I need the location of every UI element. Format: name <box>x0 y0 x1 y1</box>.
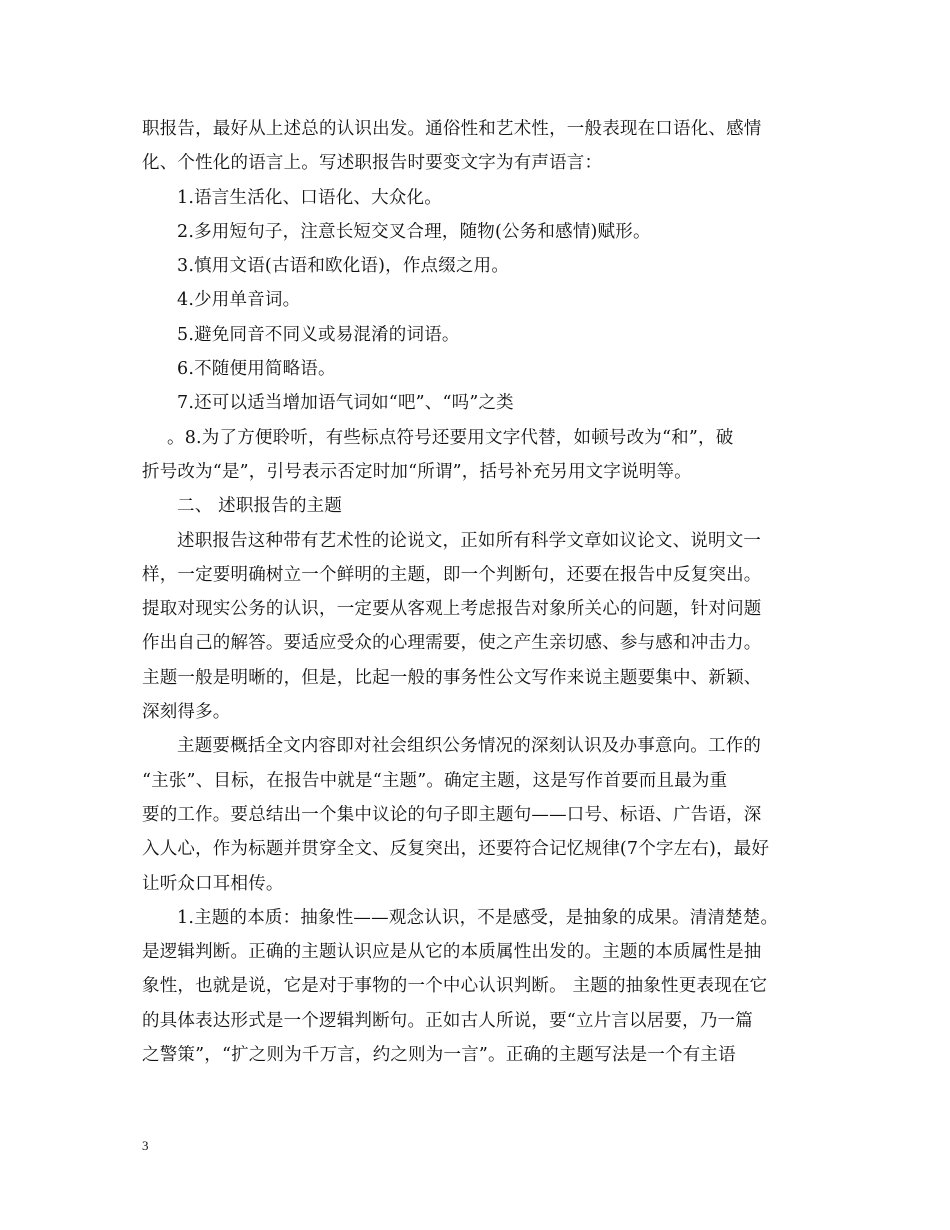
text-line: 入人心，作为标题并贯穿全文、反复突出，还要符合记忆规律(7个字左右)，最好 <box>142 839 770 860</box>
list-item: 3.慎用文语(古语和欧化语)，作点缀之用。 <box>177 256 510 277</box>
text-line: 要的工作。要总结出一个集中议论的句子即主题句——口号、标语、广告语，深 <box>142 804 762 825</box>
text-line: 主题一般是明晰的，但是，比起一般的事务性公文写作来说主题要集中、新颖、 <box>142 667 762 688</box>
text-line: 深刻得多。 <box>142 702 231 723</box>
page-number: 3 <box>142 1138 149 1153</box>
text-line: 职报告，最好从上述总的认识出发。通俗性和艺术性，一般表现在口语化、感情 <box>142 119 762 139</box>
list-item: 6.不随便用简略语。 <box>177 359 336 380</box>
list-item: 2.多用短句子，注意长短交叉合理，随物(公务和感情)赋形。 <box>177 221 651 242</box>
text-line: “主张”、目标，在报告中就是“主题”。确定主题，这是写作首要而且最为重 <box>142 770 728 791</box>
list-item: 4.少用单音词。 <box>177 290 301 311</box>
text-line: 样，一定要明确树立一个鲜明的主题，即一个判断句，还要在报告中反复突出。 <box>142 564 762 585</box>
text-line: 提取对现实公务的认识，一定要从客观上考虑报告对象所关心的问题，针对问题 <box>142 599 762 620</box>
paragraph-start: 主题要概括全文内容即对社会组织公务情况的深刻认识及办事意向。工作的 <box>177 736 762 757</box>
list-item: 5.避免同音不同义或易混淆的词语。 <box>177 324 460 345</box>
page-body <box>142 112 822 1072</box>
paragraph-start: 1.主题的本质：抽象性——观念认识，不是感受，是抽象的成果。清清楚楚。 <box>177 907 779 928</box>
text-line: 折号改为“是”，引号表示否定时加“所谓”，括号补充另用文字说明等。 <box>142 461 692 482</box>
text-line: 作出自己的解答。要适应受众的心理需要，使之产生亲切感、参与感和冲击力。 <box>142 633 762 654</box>
list-item: 7.还可以适当增加语气词如“吧”、“吗”之类 <box>177 393 514 414</box>
text-line: 之警策”，“扩之则为千万言，约之则为一言”。正确的主题写法是一个有主语 <box>142 1045 736 1066</box>
list-item: 。8.为了方便聆听，有些标点符号还要用文字代替，如顿号改为“和”，破 <box>167 427 734 448</box>
text-line: 化、个性化的语言上。写述职报告时要变文字为有声语言： <box>142 153 603 174</box>
section-heading: 二、 述职报告的主题 <box>177 496 343 517</box>
list-item: 1.语言生活化、口语化、大众化。 <box>177 187 442 208</box>
paragraph-start: 述职报告这种带有艺术性的论说文，正如所有科学文章如议论文、说明文一 <box>177 530 762 551</box>
text-line: 象性，也就是说，它是对于事物的一个中心认识判断。 主题的抽象性更表现在它 <box>142 976 768 997</box>
text-line: 是逻辑判断。正确的主题认识应是从它的本质属性出发的。主题的本质属性是抽 <box>142 942 762 963</box>
text-line: 的具体表达形式是一个逻辑判断句。正如古人所说，要“立片言以居要，乃一篇 <box>142 1010 753 1031</box>
text-line: 让听众口耳相传。 <box>142 873 284 894</box>
